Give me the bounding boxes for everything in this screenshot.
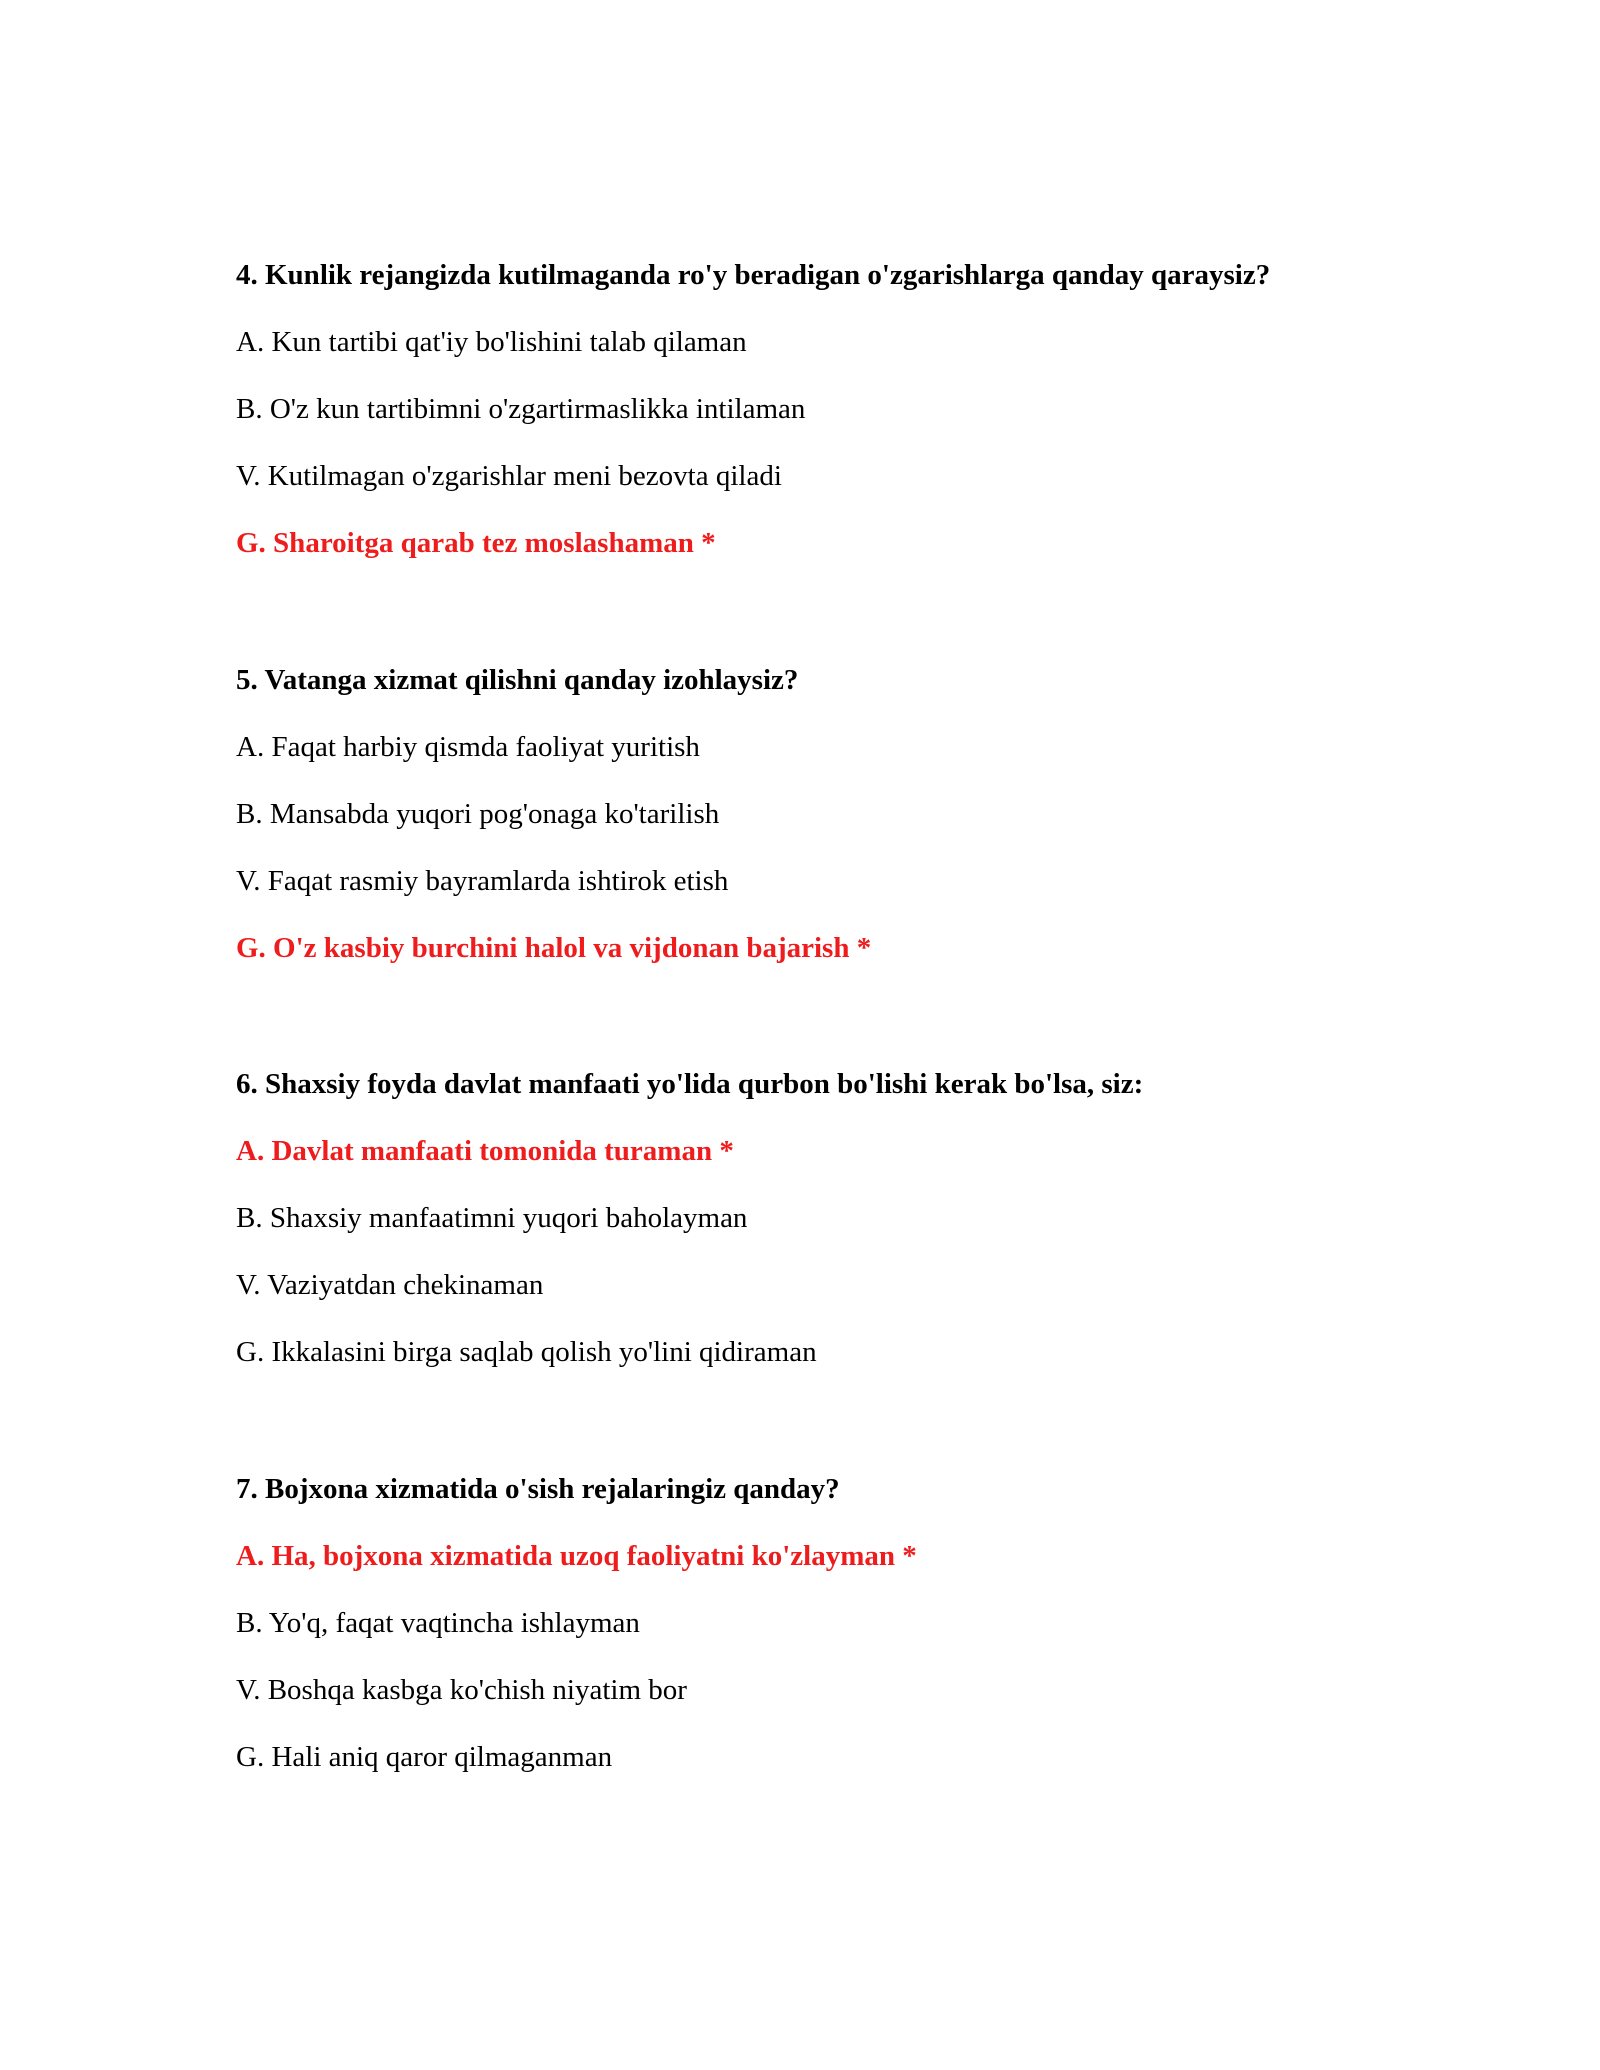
question-title: 7. Bojxona xizmatida o'sish rejalaringiz qanday? [236,1473,840,1505]
answer-option-v: V. Faqat rasmiy bayramlarda ishtirok etish [236,865,729,897]
answer-option-g: G. O'z kasbiy burchini halol va vijdonan bajarish * [236,932,872,964]
answer-option-b: B. O'z kun tartibimni o'zgartirmaslikka intilaman [236,393,806,425]
answer-option-g: G. Sharoitga qarab tez moslashaman * [236,527,716,559]
question-title: 5. Vatanga xizmat qilishni qanday izohlaysiz? [236,664,799,696]
answer-option-g: G. Ikkalasini birga saqlab qolish yo'lini qidiraman [236,1336,817,1368]
question-7 [236,1471,1436,1806]
question-title: 6. Shaxsiy foyda davlat manfaati yo'lida qurbon bo'lishi kerak bo'lsa, siz: [236,1068,1144,1100]
answer-option-v: V. Kutilmagan o'zgarishlar meni bezovta qiladi [236,460,782,492]
answer-option-b: B. Shaxsiy manfaatimni yuqori baholayman [236,1202,748,1234]
question-4 [236,257,1436,592]
answer-option-a: A. Faqat harbiy qismda faoliyat yuritish [236,731,700,763]
answer-option-a: A. Davlat manfaati tomonida turaman * [236,1135,734,1167]
answer-option-b: B. Mansabda yuqori pog'onaga ko'tarilish [236,798,720,830]
answer-option-v: V. Vaziyatdan chekinaman [236,1269,544,1301]
answer-option-g: G. Hali aniq qaror qilmaganman [236,1741,613,1773]
question-6 [236,1066,1436,1401]
answer-option-v: V. Boshqa kasbga ko'chish niyatim bor [236,1674,687,1706]
answer-option-b: B. Yo'q, faqat vaqtincha ishlayman [236,1607,640,1639]
answer-option-a: A. Kun tartibi qat'iy bo'lishini talab qilaman [236,326,747,358]
answer-option-a: A. Ha, bojxona xizmatida uzoq faoliyatni ko'zlayman * [236,1540,917,1572]
question-title: 4. Kunlik rejangizda kutilmaganda ro'y beradigan o'zgarishlarga qanday qaraysiz? [236,259,1271,291]
question-5 [236,662,1436,997]
